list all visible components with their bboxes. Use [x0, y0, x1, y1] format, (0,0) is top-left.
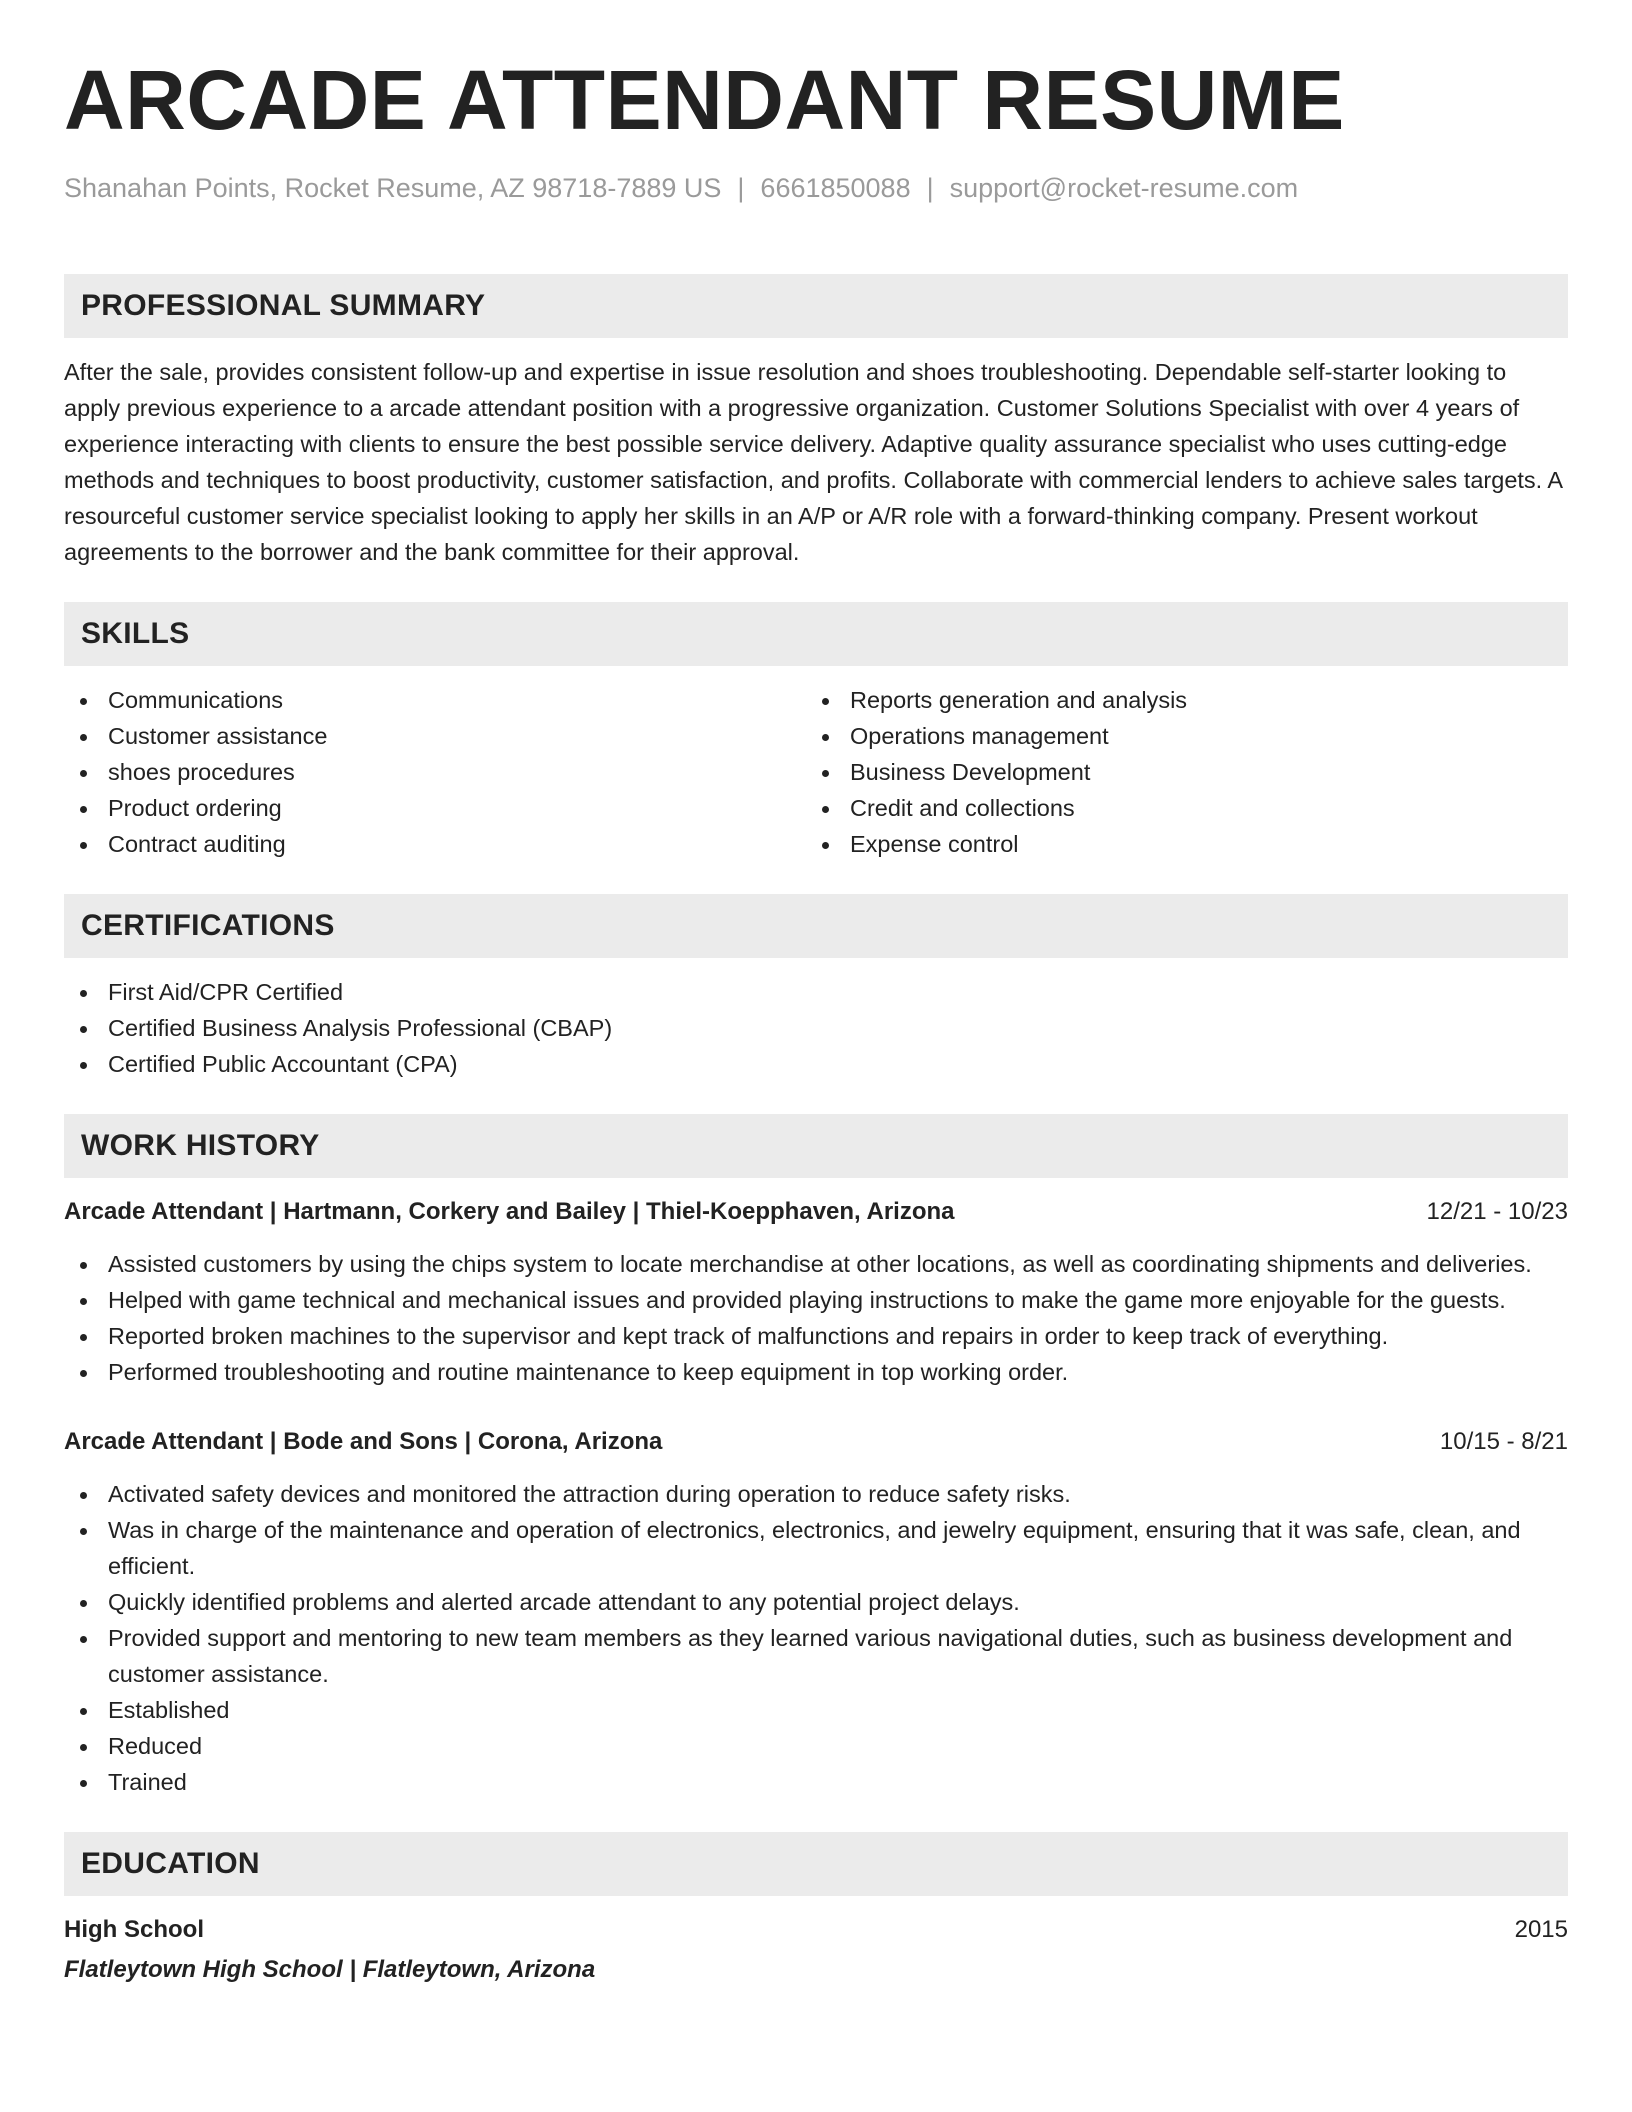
contact-email: support@rocket-resume.com — [949, 173, 1299, 203]
resume-page — [64, 53, 1568, 1988]
skill-item: Reports generation and analysis — [806, 682, 1548, 718]
job-bullet: Was in charge of the maintenance and operation of electronics, electronics, and jewelry equipment, ensuring that it was safe, clean, and efficient. — [64, 1512, 1568, 1584]
skill-item: Product ordering — [64, 790, 806, 826]
education-school: Flatleytown High School | Flatleytown, Arizona — [64, 1956, 596, 1984]
skill-item: Business Development — [806, 754, 1548, 790]
summary-text: After the sale, provides consistent follow-up and expertise in issue resolution and shoes troubleshooting. Dependable self-starter looking to apply previous experience to a arcade attendant position with a progressive organization. Customer Solutions Specialist with over 4 years of experience interacting with clients to ensure the best possible service delivery. Adaptive quality assurance specialist who uses cutting-edge methods and techniques to boost productivity, customer satisfaction, and profits. Collaborate with commercial lenders to achieve sales targets. A resourceful customer service specialist looking to apply her skills in an A/P or A/R role with a forward-thinking company. Present workout agreements to the borrower and the bank committee for their approval. — [64, 359, 1562, 566]
skills-column-left — [64, 682, 806, 862]
certification-item: Certified Public Accountant (CPA) — [64, 1046, 1568, 1082]
section-heading-summary: PROFESSIONAL SUMMARY — [64, 274, 1568, 338]
job-bullet: Assisted customers by using the chips system to locate merchandise at other locations, as well as coordinating shipments and deliveries. — [64, 1246, 1568, 1282]
job-dates: 10/15 - 8/21 — [1439, 1428, 1568, 1456]
job-title: Arcade Attendant | Bode and Sons | Corona, Arizona — [64, 1428, 663, 1456]
job-bullet: Reduced — [64, 1728, 1568, 1764]
education-year: 2015 — [1514, 1916, 1568, 1944]
job-dates: 12/21 - 10/23 — [1426, 1198, 1568, 1226]
skills-list — [64, 682, 1568, 862]
job-bullets — [64, 1476, 1568, 1800]
job-bullet: Trained — [64, 1764, 1568, 1800]
section-heading-certifications: CERTIFICATIONS — [64, 894, 1568, 958]
skill-item: shoes procedures — [64, 754, 806, 790]
job-bullet: Performed troubleshooting and routine maintenance to keep equipment in top working order. — [64, 1354, 1568, 1390]
job-bullet: Quickly identified problems and alerted arcade attendant to any potential project delays. — [64, 1584, 1568, 1620]
education-degree: High School — [64, 1916, 204, 1944]
skill-item: Expense control — [806, 826, 1548, 862]
resume-title: ARCADE ATTENDANT RESUME — [64, 53, 1345, 147]
contact-line — [64, 172, 1568, 204]
certification-item: First Aid/CPR Certified — [64, 974, 1568, 1010]
skill-item: Customer assistance — [64, 718, 806, 754]
job-bullet: Activated safety devices and monitored the attraction during operation to reduce safety risks. — [64, 1476, 1568, 1512]
skill-item: Credit and collections — [806, 790, 1548, 826]
job-bullet: Provided support and mentoring to new team members as they learned various navigational duties, such as business development and customer assistance. — [64, 1620, 1568, 1692]
skills-column-right — [806, 682, 1548, 862]
education-header — [64, 1912, 1568, 1948]
section-heading-work-history: WORK HISTORY — [64, 1114, 1568, 1178]
job-bullet: Helped with game technical and mechanical issues and provided playing instructions to make the game more enjoyable for the guests. — [64, 1282, 1568, 1318]
skill-item: Operations management — [806, 718, 1548, 754]
certifications-list — [64, 974, 1568, 1082]
certification-item: Certified Business Analysis Professional (CBAP) — [64, 1010, 1568, 1046]
contact-address: Shanahan Points, Rocket Resume, AZ 98718-7889 US — [64, 173, 722, 203]
job-header — [64, 1424, 1568, 1460]
contact-separator: | — [926, 173, 934, 203]
job-title: Arcade Attendant | Hartmann, Corkery and Bailey | Thiel-Koepphaven, Arizona — [64, 1198, 955, 1226]
contact-phone: 6661850088 — [760, 173, 911, 203]
skill-item: Communications — [64, 682, 806, 718]
job-bullets — [64, 1246, 1568, 1390]
job-header — [64, 1194, 1568, 1230]
job-bullet: Established — [64, 1692, 1568, 1728]
contact-separator: | — [737, 173, 745, 203]
section-heading-skills: SKILLS — [64, 602, 1568, 666]
skill-item: Contract auditing — [64, 826, 806, 862]
section-heading-education: EDUCATION — [64, 1832, 1568, 1896]
job-bullet: Reported broken machines to the supervisor and kept track of malfunctions and repairs in order to keep track of everything. — [64, 1318, 1568, 1354]
